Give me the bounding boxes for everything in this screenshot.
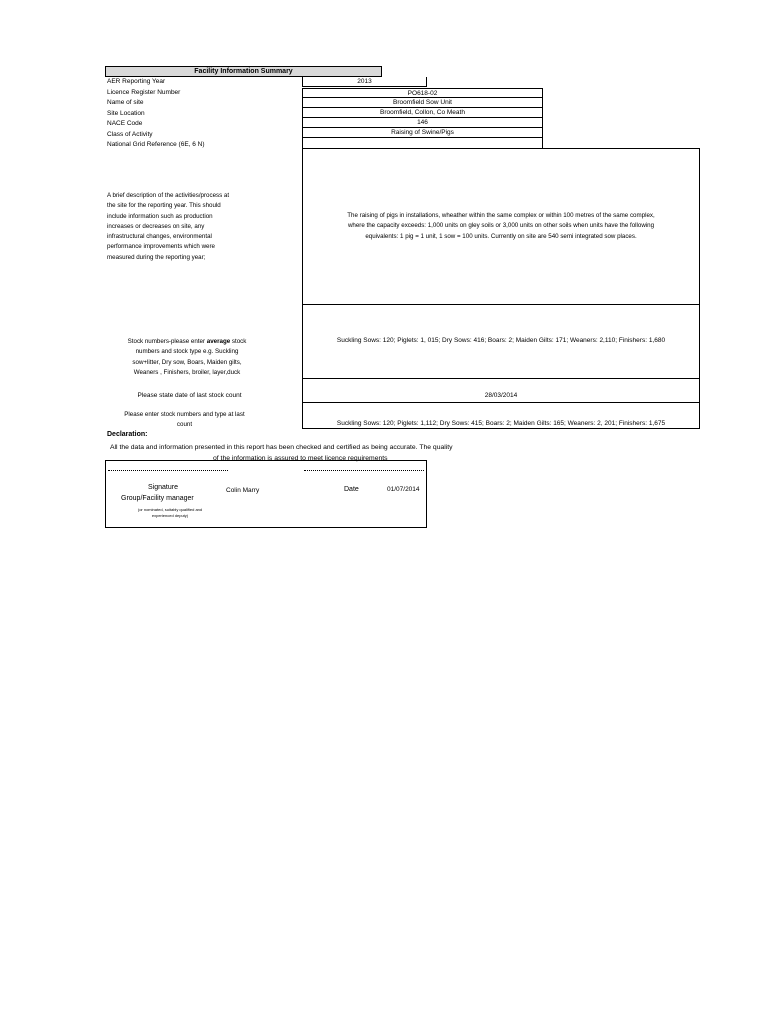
field-label-nace-code: NACE Code [107, 120, 143, 127]
description-prompt-line: increases or decreases on site, any [107, 222, 205, 230]
last-count-value: Suckling Sows: 120; Piglets: 1,112; Dry Sows: 415; Boars: 2; Maiden Gilts: 165; Weaners: 2, 201; Finishers: 1,675 [336, 420, 666, 427]
description-prompt-line: A brief description of the activities/process at [107, 192, 230, 199]
stock-value-box [302, 304, 700, 379]
last-count-date-label: Please state date of last stock count [137, 392, 242, 399]
stock-prompt-text: stock [230, 338, 247, 345]
signature-note [110, 507, 230, 519]
stock-prompt-text: Stock numbers-please enter [127, 338, 207, 345]
facility-summary-title: Facility Information Summary [105, 66, 382, 77]
description-prompt [107, 191, 297, 263]
description-prompt-line: performance improvements which were [107, 243, 215, 251]
stock-prompt-bold: average [206, 338, 231, 345]
description-value-line: where the capacity exceeds: 1,000 units on gley soils or 3,000 units on other soils when units have the following [347, 222, 655, 230]
field-value-site-location: Broomfield, Collon, Co Meath [302, 108, 543, 118]
stock-prompt-line: sow+litter, Dry sow, Boars, Maiden gilts, [132, 358, 242, 366]
field-value-site-name: Broomfield Sow Unit [302, 98, 543, 108]
field-value-reporting-year: 2013 [302, 77, 427, 87]
description-prompt-line: measured during the reporting year; [107, 253, 206, 261]
description-value-box [302, 148, 700, 305]
description-value [303, 211, 699, 242]
last-count-label [107, 410, 262, 431]
field-value-grid-reference [302, 138, 543, 149]
stock-value: Suckling Sows: 120; Piglets: 1, 015; Dry Sows: 416; Boars: 2; Maiden Gilts: 171; Weaners: 2,110; Finishers: 1,680 [336, 337, 666, 344]
description-prompt-line: include information such as production [107, 212, 213, 220]
declaration-text-line1: All the data and information presented in this report has been checked and certified as being accurate. The quality [110, 444, 453, 451]
field-label-reporting-year: AER Reporting Year [107, 78, 166, 85]
field-label-class-of-activity: Class of Activity [107, 130, 153, 138]
declaration-heading: Declaration: [107, 431, 148, 438]
stock-prompt [107, 337, 267, 378]
signature-label: Signature [148, 484, 178, 491]
date-line [304, 470, 424, 471]
signature-note-line: experienced deputy) [151, 513, 189, 518]
field-label-licence-number: Licence Register Number [107, 88, 181, 96]
field-value-nace-code: 146 [302, 118, 543, 128]
description-value-line: The raising of pigs in installations, wheather within the same complex or within 100 metres of the same complex, [347, 212, 655, 219]
signature-box [105, 460, 427, 528]
last-count-box [302, 402, 700, 429]
signature-line [108, 470, 228, 471]
stock-prompt-line: numbers and stock type e.g. Suckling [135, 348, 239, 356]
field-label-grid-reference: National Grid Reference (6E, 6 N) [107, 141, 205, 148]
field-label-site-name: Name of site [107, 99, 144, 106]
signature-note-line: (or nominated, suitably qualified and [137, 507, 203, 512]
last-count-label-line: Please enter stock numbers and type at last [124, 411, 245, 418]
date-value: 01/07/2014 [387, 486, 420, 493]
description-value-line: equivalents: 1 pig = 1 unit, 1 sow = 100 units. Currently on site are 540 semi integrated sow places. [365, 232, 637, 240]
last-count-date-value: 28/03/2014 [484, 392, 518, 399]
date-label: Date [344, 486, 359, 493]
stock-prompt-line: Weaners , Finishers, broiler, layer,duck [133, 368, 241, 376]
field-value-licence-number: PO618-02 [302, 88, 543, 98]
signature-role: Group/Facility manager [121, 495, 194, 502]
last-count-date-box [302, 378, 700, 403]
last-count-label-line: count [176, 421, 193, 429]
stock-prompt-first-line [107, 337, 267, 347]
declaration-text-line2: of the information is assured to meet licence requirements [213, 455, 388, 462]
description-prompt-line: infrastructural changes, environmental [107, 233, 212, 241]
field-label-site-location: Site Location [107, 109, 145, 117]
field-value-class-of-activity: Raising of Swine/Pigs [302, 128, 543, 138]
description-prompt-line: the site for the reporting year. This should [107, 202, 221, 210]
signatory-name: Colin Marry [226, 487, 260, 494]
